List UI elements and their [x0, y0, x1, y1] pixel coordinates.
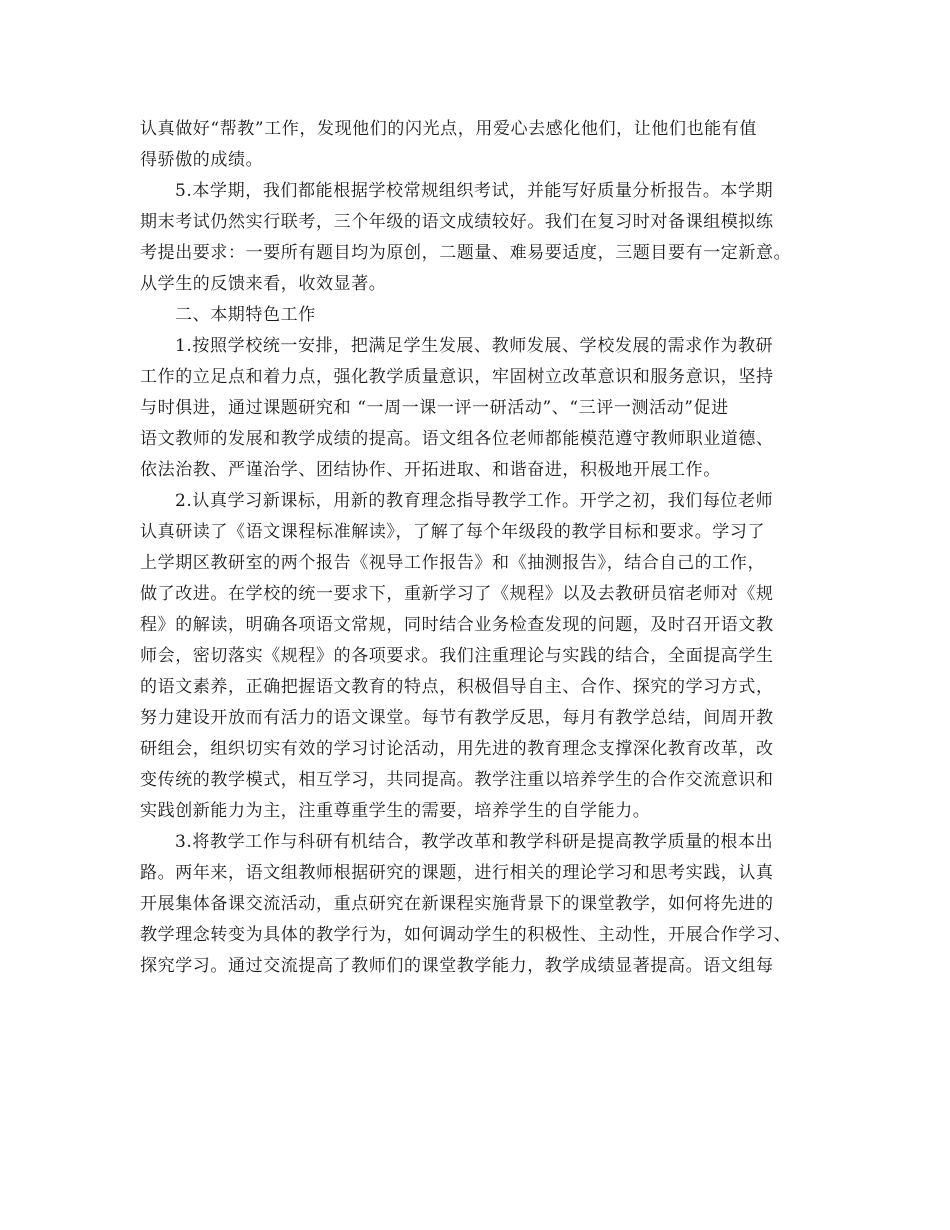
paragraph [140, 331, 820, 486]
text-line: 师会，密切落实《规程》的各项要求。我们注重理论与实践的结合，全面提高学生 [140, 646, 774, 666]
text-line: 开展集体备课交流活动，重点研究在新课程实施背景下的课堂教学，如何将先进的 [140, 894, 774, 914]
paragraph [140, 114, 820, 176]
text-line: 从学生的反馈来看，收效显著。 [140, 274, 387, 294]
text-line: 认真研读了《语文课程标准解读》，了解了每个年级段的教学目标和要求。学习了 [140, 522, 766, 542]
paragraph [140, 827, 820, 982]
text-line: 探究学习。通过交流提高了教师们的课堂教学能力，教学成绩显著提高。语文组每 [140, 956, 774, 976]
text-line: 5.本学期，我们都能根据学校常规组织考试，并能写好质量分析报告。本学期 [175, 181, 774, 201]
text-line: 依法治教、严谨治学、团结协作、开拓进取、和谐奋进，积极地开展工作。 [140, 460, 721, 480]
text-line: 二、本期特色工作 [175, 305, 316, 325]
text-line: 教学理念转变为具体的教学行为，如何调动学生的积极性、主动性，开展合作学习、 [140, 925, 792, 945]
text-line: 上学期区教研室的两个报告《视导工作报告》和《抽测报告》，结合自己的工作， [140, 553, 766, 573]
paragraph [140, 486, 820, 827]
text-line: 3.将教学工作与科研有机结合，教学改革和教学科研是提高教学质量的根本出 [175, 832, 774, 852]
paragraph [140, 300, 820, 331]
paragraph [140, 176, 820, 300]
text-line: 的语文素养，正确把握语文教育的特点，积极倡导自主、合作、探究的学习方式， [140, 677, 774, 697]
text-line: 变传统的教学模式，相互学习，共同提高。教学注重以培养学生的合作交流意识和 [140, 770, 774, 790]
text-line: 与时俱进，通过课题研究和 “一周一课一评一研活动”、“三评一测活动”促进 [140, 398, 729, 418]
text-line: 工作的立足点和着力点，强化教学质量意识，牢固树立改革意识和服务意识，坚持 [140, 367, 774, 387]
text-line: 2.认真学习新课标，用新的教育理念指导教学工作。开学之初，我们每位老师 [175, 491, 774, 511]
text-line: 努力建设开放而有活力的语文课堂。每节有教学反思，每月有教学总结，间周开教 [140, 708, 774, 728]
text-line: 做了改进。在学校的统一要求下，重新学习了《规程》以及去教研员宿老师对《规 [140, 584, 774, 604]
text-line: 语文教师的发展和教学成绩的提高。语文组各位老师都能模范遵守教师职业道德、 [140, 429, 774, 449]
document-body [140, 114, 820, 982]
text-line: 考提出要求：一要所有题目均为原创，二题量、难易要适度，三题目要有一定新意。 [140, 243, 792, 263]
text-line: 路。两年来，语文组教师根据研究的课题，进行相关的理论学习和思考实践，认真 [140, 863, 774, 883]
text-line: 实践创新能力为主，注重尊重学生的需要，培养学生的自学能力。 [140, 801, 651, 821]
text-line: 期末考试仍然实行联考，三个年级的语文成绩较好。我们在复习时对备课组模拟练 [140, 212, 774, 232]
text-line: 1.按照学校统一安排，把满足学生发展、教师发展、学校发展的需求作为教研 [175, 336, 774, 356]
text-line: 认真做好“帮教”工作，发现他们的闪光点，用爱心去感化他们，让他们也能有值 [140, 119, 757, 139]
text-line: 研组会，组织切实有效的学习讨论活动，用先进的教育理念支撑深化教育改革，改 [140, 739, 774, 759]
text-line: 得骄傲的成绩。 [140, 150, 264, 170]
text-line: 程》的解读，明确各项语文常规，同时结合业务检查发现的问题，及时召开语文教 [140, 615, 774, 635]
